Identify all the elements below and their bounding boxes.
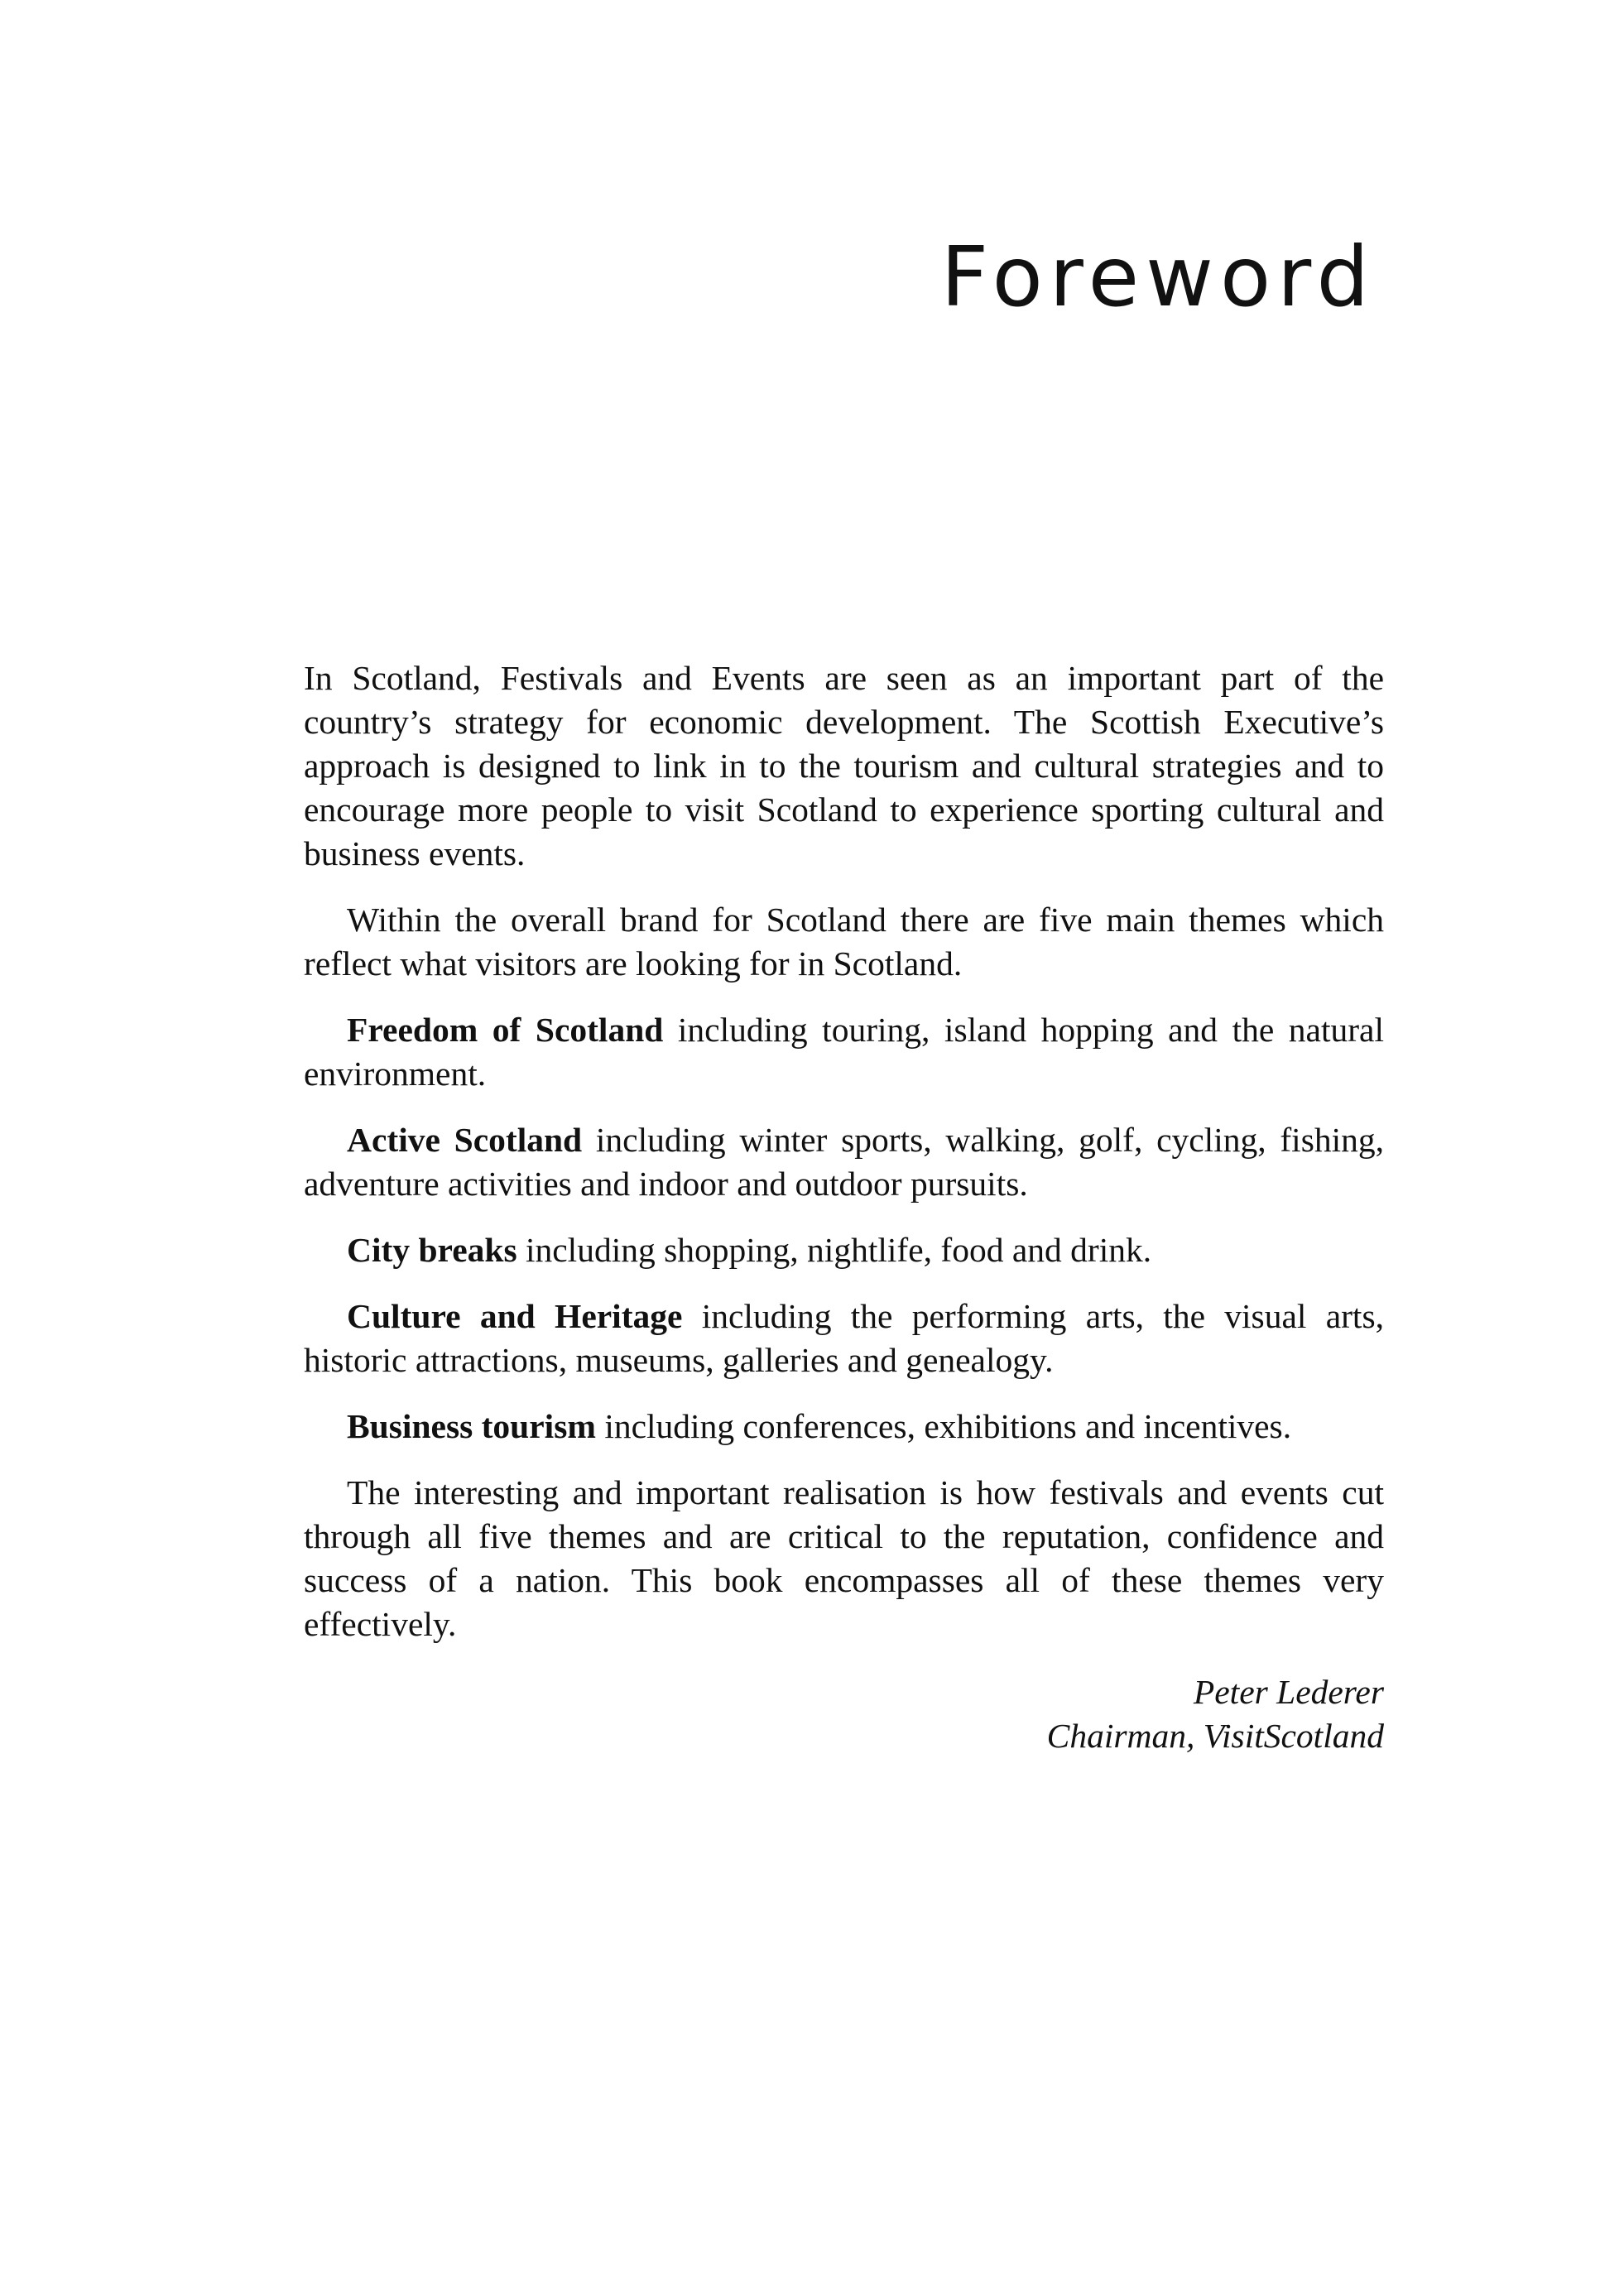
theme-name: Active Scotland — [347, 1121, 583, 1159]
theme-paragraph-active — [304, 1118, 1384, 1206]
conclusion-paragraph: The interesting and important realisation is how festivals and events cut through all five themes and are critical to the reputation, confidence and success of a nation. This book encompasses all of these themes very effectively. — [304, 1473, 1384, 1643]
page-title: Foreword — [940, 228, 1376, 325]
theme-name: City breaks — [347, 1231, 517, 1269]
signature-name: Peter Lederer — [1193, 1673, 1384, 1711]
foreword-body — [304, 656, 1384, 1669]
signature-block — [1047, 1670, 1384, 1758]
themes-intro-paragraph: Within the overall brand for Scotland there are five main themes which reflect what visitors are looking for in Scotland. — [304, 901, 1384, 983]
theme-description: including shopping, nightlife, food and drink. — [517, 1231, 1152, 1269]
theme-name: Culture and Heritage — [347, 1297, 683, 1335]
theme-description: including touring, island hopping and the natural environment. — [304, 1011, 1384, 1093]
theme-name: Business tourism — [347, 1407, 596, 1445]
theme-description: including conferences, exhibitions and incentives. — [595, 1407, 1292, 1445]
theme-description: including winter sports, walking, golf, cycling, fishing, adventure activities and indoor and outdoor pursuits. — [304, 1121, 1384, 1203]
theme-paragraph-city-breaks — [304, 1228, 1384, 1272]
theme-paragraph-culture — [304, 1295, 1384, 1382]
signature-title: Chairman, VisitScotland — [1046, 1717, 1384, 1755]
theme-description: including the performing arts, the visual arts, historic attractions, museums, galleries and genealogy. — [304, 1297, 1384, 1379]
theme-paragraph-freedom — [304, 1008, 1384, 1096]
theme-paragraph-business — [304, 1405, 1384, 1449]
intro-paragraph: In Scotland, Festivals and Events are seen as an important part of the country’s strategy for economic development. The Scottish Executive’s approach is designed to link in to the tourism and cultural strategies and to encourage more people to visit Scotland to experience sporting cultural and business events. — [304, 659, 1384, 872]
theme-name: Freedom of Scotland — [347, 1011, 664, 1049]
